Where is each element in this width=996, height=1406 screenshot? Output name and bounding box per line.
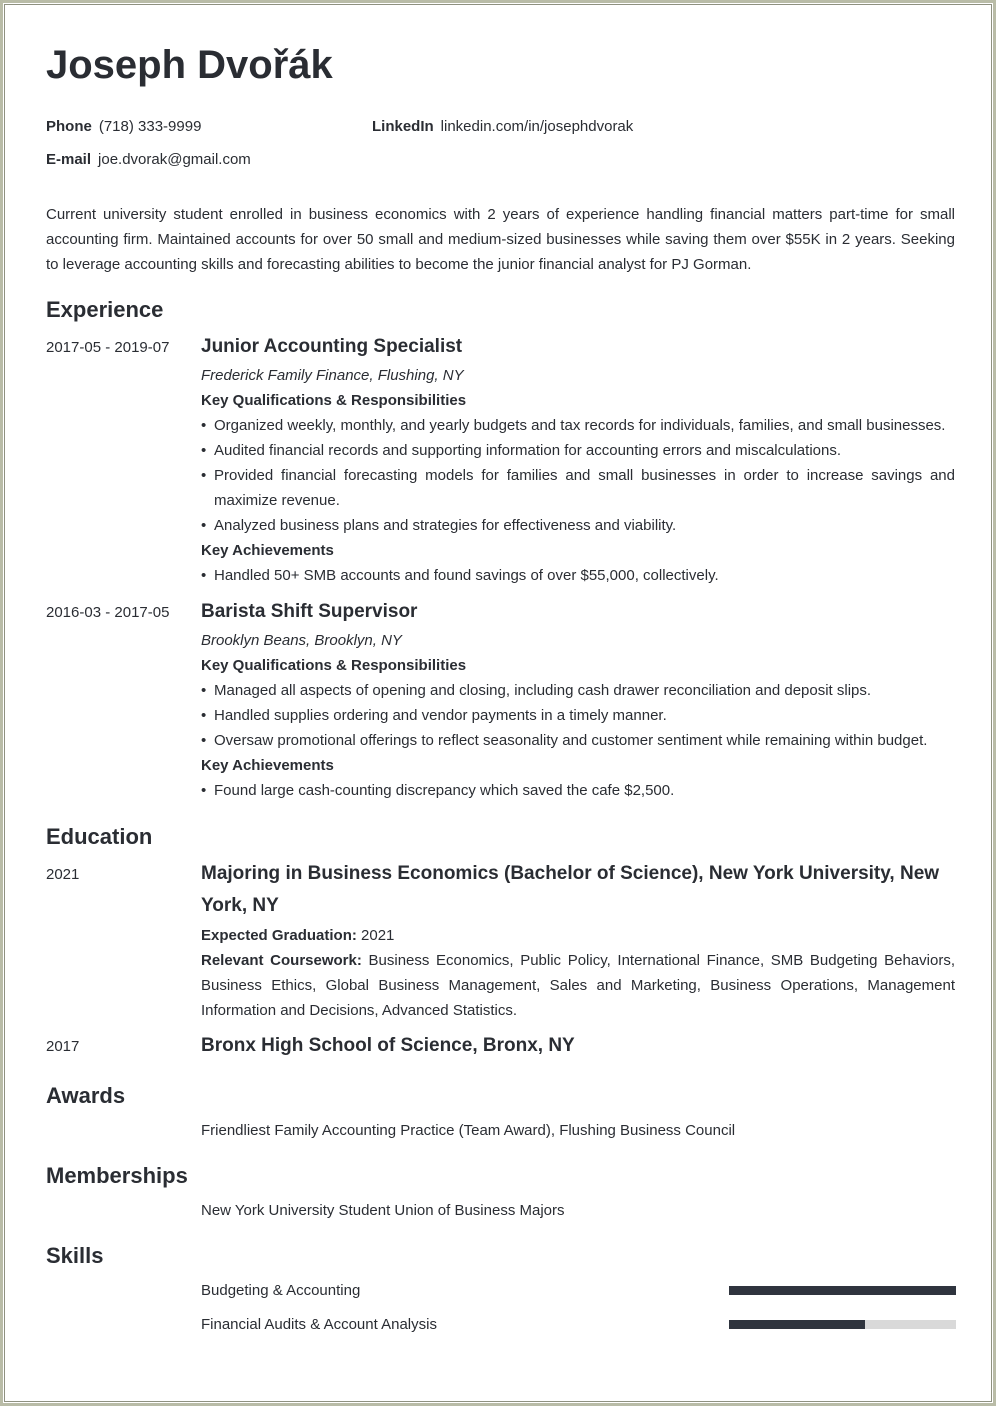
job-dates: 2016-03 - 2017-05 [46, 604, 170, 621]
linkedin-contact [372, 118, 633, 135]
relevant-coursework [201, 948, 955, 1023]
qualifications-list [201, 413, 955, 538]
coursework-label: Relevant Coursework: [201, 952, 362, 969]
qualifications-heading: Key Qualifications & Responsibilities [201, 657, 467, 674]
job-entry [201, 599, 955, 803]
graduation-value: 2021 [361, 927, 395, 944]
education-entry [201, 858, 955, 1023]
skill-name: Financial Audits & Account Analysis [201, 1316, 437, 1333]
education-entry [201, 1030, 955, 1062]
phone-value: (718) 333-9999 [98, 118, 202, 135]
job-company: Frederick Family Finance, Flushing, NY [201, 367, 464, 384]
job-dates: 2017-05 - 2019-07 [46, 339, 170, 356]
skills-heading: Skills [46, 1243, 104, 1268]
list-item: • Organized weekly, monthly, and yearly budgets and tax records for individuals, families, and small businesses. [201, 413, 955, 438]
skill-name: Budgeting & Accounting [201, 1282, 361, 1299]
achievements-list [201, 563, 955, 588]
linkedin-label: LinkedIn [372, 118, 434, 135]
list-item: • Audited financial records and supporting information for accounting errors and miscalculations. [201, 438, 955, 463]
list-item: • Provided financial forecasting models for families and small businesses in order to increase savings and maximize revenue. [201, 463, 955, 513]
list-item: • Oversaw promotional offerings to reflect seasonality and customer sentiment while remaining within budget. [201, 728, 955, 753]
education-heading: Education [46, 824, 153, 849]
skill-level-fill [729, 1286, 956, 1295]
skill-level-bar [729, 1286, 956, 1295]
education-year: 2021 [46, 866, 80, 883]
email-contact [46, 151, 251, 168]
job-entry [201, 334, 955, 588]
school-title: Bronx High School of Science, Bronx, NY [201, 1035, 575, 1056]
skill-level-bar [729, 1320, 956, 1329]
awards-heading: Awards [46, 1083, 126, 1108]
job-company: Brooklyn Beans, Brooklyn, NY [201, 632, 402, 649]
profile-summary: Current university student enrolled in business economics with 2 years of experience handling financial matters part-time for small accounting firm. Maintained accounts for over 50 small and medium-sized businesses while saving them over $55K in 2 years. Seeking to leverage accounting skills and forecasting abilities to become the junior financial analyst for PJ Gorman. [46, 206, 955, 273]
achievements-heading: Key Achievements [201, 542, 334, 559]
graduation-label: Expected Graduation: [201, 927, 357, 944]
expected-graduation [201, 923, 955, 948]
qualifications-list [201, 678, 955, 753]
degree-title: Majoring in Business Economics (Bachelor of Science), New York University, New York, NY [201, 863, 940, 916]
candidate-name: Joseph Dvořák [46, 43, 333, 87]
list-item: • Analyzed business plans and strategies for effectiveness and viability. [201, 513, 955, 538]
list-item: • Handled 50+ SMB accounts and found savings of over $55,000, collectively. [201, 563, 955, 588]
coursework-value: Business Economics, Public Policy, International Finance, SMB Budgeting Behaviors, Business Ethics, Global Business Management, Sales and Marketing, Business Operations, Management Information and Decisions, Advanced Statistics. [201, 952, 955, 1019]
skill-level-fill [729, 1320, 865, 1329]
linkedin-link[interactable]: linkedin.com/in/josephdvorak [440, 118, 634, 135]
phone-contact [46, 118, 201, 135]
email-label: E-mail [46, 151, 92, 168]
membership-item: New York University Student Union of Business Majors [201, 1202, 565, 1219]
award-item: Friendliest Family Accounting Practice (Team Award), Flushing Business Council [201, 1122, 736, 1139]
list-item: • Handled supplies ordering and vendor payments in a timely manner. [201, 703, 955, 728]
phone-label: Phone [46, 118, 92, 135]
qualifications-heading: Key Qualifications & Responsibilities [201, 392, 467, 409]
achievements-list [201, 778, 955, 803]
job-title: Junior Accounting Specialist [201, 336, 463, 357]
experience-heading: Experience [46, 297, 164, 322]
achievements-heading: Key Achievements [201, 757, 334, 774]
job-title: Barista Shift Supervisor [201, 601, 418, 622]
list-item: • Managed all aspects of opening and closing, including cash drawer reconciliation and deposit slips. [201, 678, 955, 703]
memberships-heading: Memberships [46, 1163, 188, 1188]
education-year: 2017 [46, 1038, 80, 1055]
email-link[interactable]: joe.dvorak@gmail.com [98, 151, 251, 168]
list-item: • Found large cash-counting discrepancy which saved the cafe $2,500. [201, 778, 955, 803]
